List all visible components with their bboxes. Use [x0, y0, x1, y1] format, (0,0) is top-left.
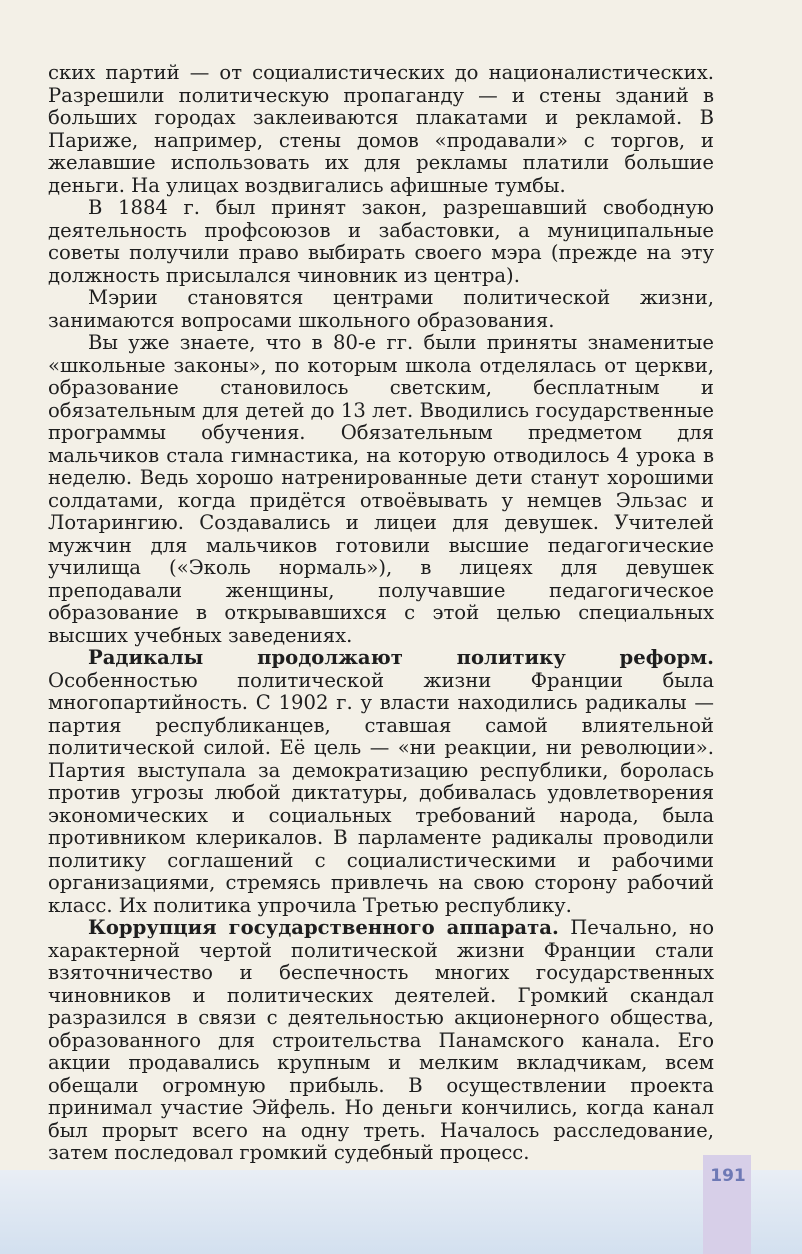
paragraph-6 — [48, 917, 714, 1165]
paragraph-3 — [48, 287, 714, 332]
paragraph-6-text: Печально, но характерной чертой политической жизни Франции стали взяточничество и беспечность многих государственных чиновников и политических деятелей. Громкий скандал разразился в связи с деятельностью акционерного общества, образованного для строительства Панамского канала. Его акции продавались крупным и мелким вкладчикам, всем обещали огромную прибыль. В осуществлении проекта принимал участие Эйфель. Но деньги кончились, когда канал был прорыт всего на одну треть. Началось расследование, затем последовал громкий судебный процесс. — [48, 916, 714, 1164]
paragraph-2-text: В 1884 г. был принят закон, разрешавший свободную деятельность профсоюзов и забастовки, а муниципальные советы получили право выбирать своего мэра (прежде на эту должность присылался чиновник из центра). — [48, 196, 714, 287]
subheading-radicals: Радикалы продолжают политику реформ. — [88, 646, 714, 669]
paragraph-1-text: ских партий — от социалистических до националистических. Разрешили политическую пропаганду — и стены зданий в больших городах заклеиваются плакатами и рекламой. В Париже, например, стены домов «продавали» с торгов, и желавшие использовать их для рекламы платили большие деньги. На улицах воздвигались афишные тумбы. — [48, 61, 714, 197]
paragraph-5 — [48, 647, 714, 917]
paragraph-5-text: Особенностью политической жизни Франции была многопартийность. С 1902 г. у власти находились радикалы — партия республиканцев, ставшая самой влиятельной политической силой. Её цель — «ни реакции, ни революции». Партия выступала за демократизацию республики, боролась против угрозы любой диктатуры, добивалась удовлетворения экономических и социальных требований народа, была противником клерикалов. В парламенте радикалы проводили политику соглашений с социалистическими и рабочими организациями, стремясь привлечь на свою сторону рабочий класс. Их политика упрочила Третью республику. — [48, 668, 714, 917]
paragraph-1 — [48, 62, 714, 197]
paragraph-3-text: Мэрии становятся центрами политической жизни, занимаются вопросами школьного образования. — [48, 286, 714, 332]
paragraph-4 — [48, 332, 714, 647]
subheading-corruption: Коррупция государственного аппарата. — [88, 916, 559, 939]
bottom-color-band — [0, 1170, 802, 1254]
paragraph-4-text: Вы уже знаете, что в 80-е гг. были приняты знаменитые «школьные законы», по которым школа отделялась от церкви, образование становилось светским, бесплатным и обязательным для детей до 13 лет. Вводились государственные программы обучения. Обязательным предметом для мальчиков стала гимнастика, на которую отводилось 4 урока в неделю. Ведь хорошо натренированные дети станут хорошими солдатами, когда придётся отвоёвывать у немцев Эльзас и Лотарингию. Создавались и лицеи для девушек. Учителей мужчин для мальчиков готовили высшие педагогические училища («Эколь нормаль»), в лицеях для девушек преподавали женщины, получавшие педагогическое образование в открывавшихся с этой целью специальных высших учебных заведениях. — [48, 331, 714, 647]
paragraph-2 — [48, 197, 714, 287]
page-number: 191 — [710, 1166, 746, 1186]
body-text — [48, 62, 714, 1165]
